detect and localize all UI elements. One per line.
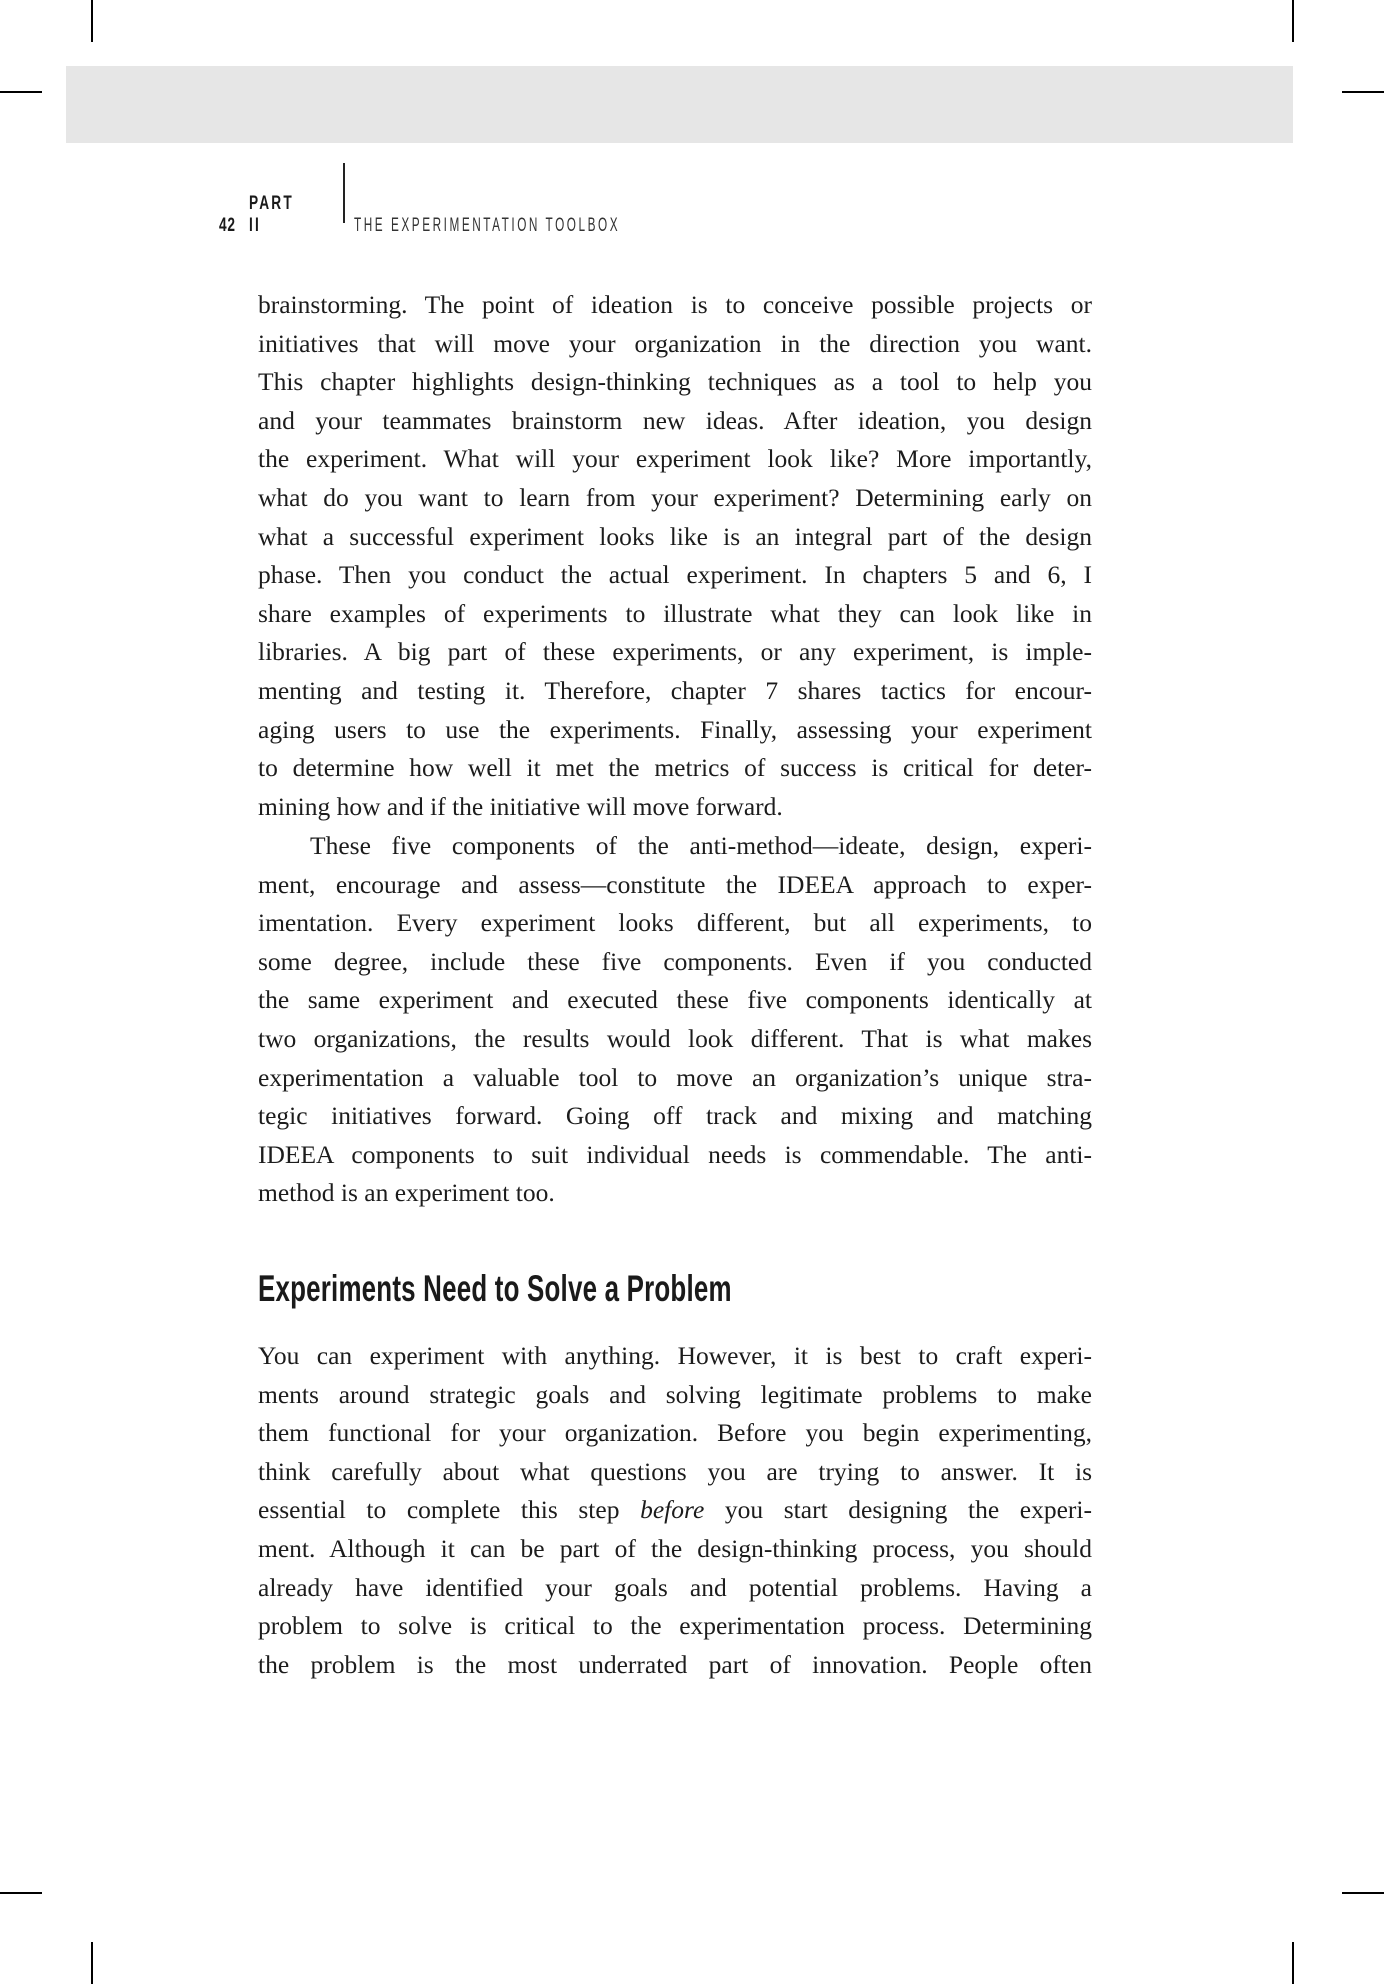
- text-line: think carefully about what questions you are trying to answer. It is: [258, 1456, 1092, 1486]
- crop-mark-top-right-vertical: [1292, 0, 1294, 42]
- crop-mark-bottom-right-vertical: [1292, 1942, 1294, 1984]
- text-line: brainstorming. The point of ideation is to conceive possible projects or: [258, 290, 1092, 319]
- text-line: ment. Although it can be part of the design-thinking process, you should: [258, 1533, 1092, 1563]
- section-title: THE EXPERIMENTATION TOOLBOX: [354, 215, 621, 236]
- text-line: tegic initiatives forward. Going off track and mixing and matching: [258, 1101, 1092, 1131]
- text-line: them functional for your organization. Before you begin experimenting,: [258, 1418, 1092, 1448]
- text-line: already have identified your goals and potential problems. Having a: [258, 1572, 1092, 1602]
- text-line: the same experiment and executed these five components identically at: [258, 985, 1092, 1015]
- paragraph-2: [258, 827, 1092, 1213]
- text-line: the problem is the most underrated part of innovation. People often: [258, 1649, 1092, 1679]
- text-line: You can experiment with anything. However, it is best to craft experi-: [258, 1341, 1092, 1370]
- text-line: imentation. Every experiment looks different, but all experiments, to: [258, 908, 1092, 938]
- text-line: phase. Then you conduct the actual experiment. In chapters 5 and 6, I: [258, 560, 1092, 590]
- paragraph-1: [258, 286, 1092, 826]
- text-line: two organizations, the results would look different. That is what makes: [258, 1023, 1092, 1053]
- text-line: initiatives that will move your organization in the direction you want.: [258, 328, 1092, 358]
- emphasized-word: before: [640, 1495, 705, 1525]
- text-line: aging users to use the experiments. Finally, assessing your experiment: [258, 714, 1092, 744]
- crop-mark-bottom-right-horizontal: [1342, 1892, 1384, 1894]
- text-line: These five components of the anti-method—ideate, design, experi-: [310, 831, 1092, 860]
- text-line: ments around strategic goals and solving legitimate problems to make: [258, 1379, 1092, 1409]
- text-line: problem to solve is critical to the experimentation process. Determining: [258, 1611, 1092, 1641]
- text-line: share examples of experiments to illustrate what they can look like in: [258, 598, 1092, 628]
- crop-mark-bottom-left-vertical: [91, 1942, 93, 1984]
- crop-mark-top-right-horizontal: [1342, 91, 1384, 93]
- text-line: libraries. A big part of these experiments, or any experiment, is imple-: [258, 637, 1092, 667]
- page-number: 42: [219, 215, 236, 236]
- text-line: some degree, include these five components. Even if you conducted: [258, 946, 1092, 976]
- text-line: to determine how well it met the metrics of success is critical for deter-: [258, 753, 1092, 783]
- running-head-divider: [343, 163, 345, 223]
- paragraph-3: [258, 1337, 1092, 1684]
- running-head: [219, 193, 621, 237]
- crop-mark-top-left-horizontal: [0, 91, 42, 93]
- text-line: method is an experiment too.: [258, 1178, 555, 1208]
- text-line: This chapter highlights design-thinking techniques as a tool to help you: [258, 367, 1092, 397]
- text-line: what a successful experiment looks like is an integral part of the design: [258, 521, 1092, 551]
- crop-mark-top-left-vertical: [91, 0, 93, 42]
- text-run: you start designing the experi-: [704, 1495, 1092, 1525]
- crop-mark-bottom-left-horizontal: [0, 1892, 42, 1894]
- header-band: [66, 66, 1293, 143]
- text-line: menting and testing it. Therefore, chapter 7 shares tactics for encour-: [258, 675, 1092, 705]
- section-heading: Experiments Need to Solve a Problem: [258, 1268, 732, 1309]
- text-line: and your teammates brainstorm new ideas. After ideation, you design: [258, 405, 1092, 435]
- part-label: PART II: [249, 193, 294, 236]
- text-line: mining how and if the initiative will move forward.: [258, 791, 783, 821]
- text-line: experimentation a valuable tool to move an organization’s unique stra-: [258, 1062, 1092, 1092]
- text-line: IDEEA components to suit individual needs is commendable. The anti-: [258, 1139, 1092, 1169]
- text-line: the experiment. What will your experiment look like? More importantly,: [258, 444, 1092, 474]
- text-run: essential to complete this step: [258, 1495, 641, 1525]
- text-line: what do you want to learn from your experiment? Determining early on: [258, 482, 1092, 512]
- text-line-with-emphasis: [258, 1491, 1092, 1530]
- text-line: ment, encourage and assess—constitute the IDEEA approach to exper-: [258, 869, 1092, 899]
